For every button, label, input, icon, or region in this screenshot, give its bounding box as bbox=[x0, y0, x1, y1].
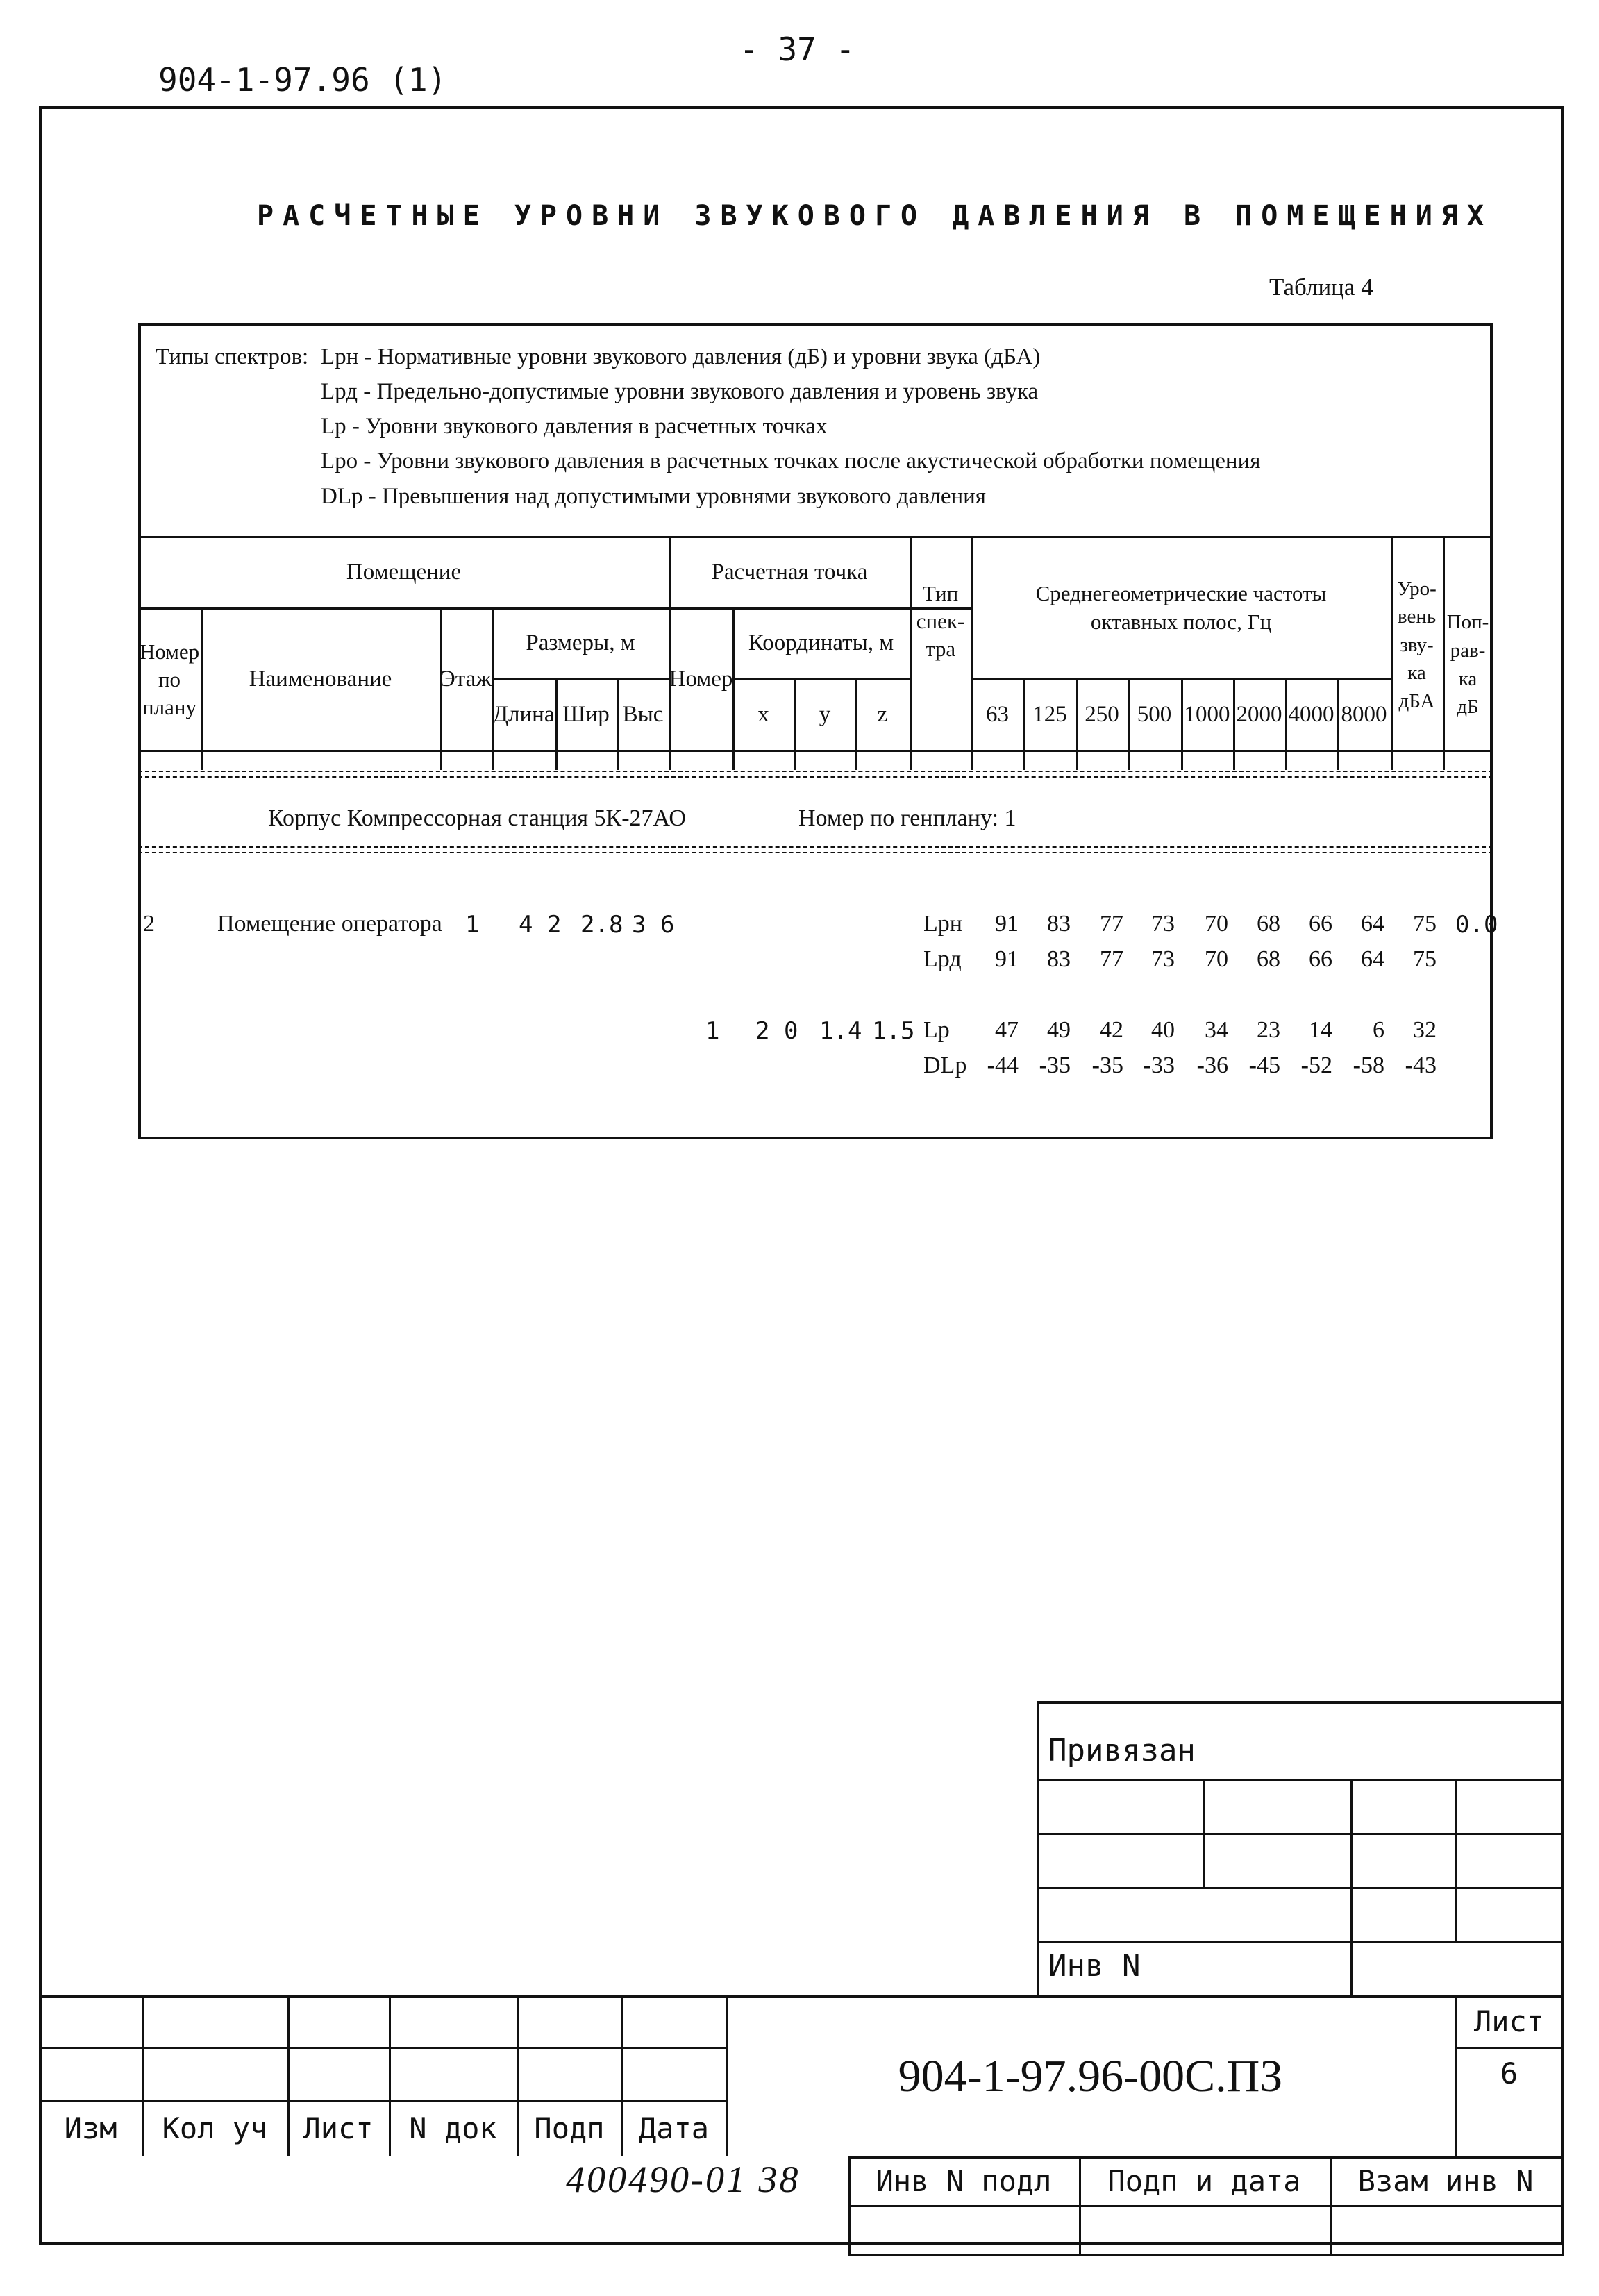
legend-item: Lр - Уровни звукового давления в расчетных точках bbox=[321, 414, 828, 439]
room-correction: 0.0 bbox=[1455, 911, 1498, 939]
stamp-line bbox=[848, 2205, 1564, 2207]
point-no: 1 bbox=[705, 1017, 720, 1045]
spectrum-value: 77 bbox=[1100, 911, 1123, 937]
stamp-col-kol: Кол уч bbox=[162, 2111, 268, 2145]
spectrum-value: 66 bbox=[1309, 911, 1332, 937]
col-y: y bbox=[819, 701, 831, 727]
col-correction: Поп- рав- ка дБ bbox=[1446, 611, 1489, 719]
spectrum-value: 47 bbox=[995, 1017, 1019, 1043]
spectrum-value: 34 bbox=[1205, 1017, 1228, 1043]
spectrum-level: -43 bbox=[1405, 1053, 1437, 1078]
col-octave: Среднегеометрические частоты октавных полос, Гц bbox=[1035, 581, 1327, 634]
col-width: Шир bbox=[562, 701, 610, 727]
stamp-col-izm: Изм bbox=[64, 2111, 117, 2145]
spectrum-value: 83 bbox=[1047, 946, 1071, 972]
stamp-line bbox=[1037, 1779, 1564, 1781]
col-freq-63: 63 bbox=[986, 701, 1009, 727]
spectrum-value: 73 bbox=[1151, 946, 1175, 972]
header-bottom-line bbox=[138, 750, 1493, 752]
separator bbox=[138, 846, 1493, 853]
spectrum-value: 14 bbox=[1309, 1017, 1332, 1043]
stamp-line bbox=[1350, 1779, 1353, 1995]
spectrum-value: 49 bbox=[1047, 1017, 1071, 1043]
spectrum-value: 64 bbox=[1361, 946, 1384, 972]
spectrum-value: 66 bbox=[1309, 946, 1332, 972]
room-name: Помещение оператора bbox=[217, 911, 442, 937]
spectrum-type: Lрд bbox=[923, 946, 962, 972]
stamp-podp-data: Подп и дата bbox=[1107, 2163, 1301, 2198]
spectrum-value: -58 bbox=[1353, 1053, 1384, 1078]
spectrum-value: -44 bbox=[987, 1053, 1019, 1078]
spectrum-value: 83 bbox=[1047, 911, 1071, 937]
stamp-line bbox=[1037, 1887, 1564, 1889]
spectrum-type: Lр bbox=[923, 1017, 950, 1043]
col-z: z bbox=[877, 701, 888, 727]
spectrum-value: -35 bbox=[1091, 1053, 1123, 1078]
separator bbox=[138, 771, 1493, 778]
col-calc-point: Расчетная точка bbox=[711, 560, 868, 585]
spectrum-level: 75 bbox=[1413, 911, 1437, 937]
stamp-col-ndok: N док bbox=[409, 2111, 497, 2145]
col-dimensions: Размеры, м bbox=[526, 630, 635, 656]
stamp-vzam: Взам инв N bbox=[1357, 2163, 1534, 2198]
table-label: Таблица 4 bbox=[1269, 274, 1373, 301]
point-y: 1.4 bbox=[819, 1017, 862, 1045]
stamp-line bbox=[1037, 1701, 1564, 1704]
page-number: - 37 - bbox=[739, 31, 855, 68]
col-length: Длина bbox=[492, 701, 555, 727]
room-length: 4 2 bbox=[519, 911, 562, 939]
stamp-line bbox=[848, 2254, 1564, 2256]
privyazan-label: Привязан bbox=[1048, 1733, 1196, 1768]
col-sound-level: Уро- вень зву- ка дБА bbox=[1397, 577, 1437, 712]
spectrum-value: 42 bbox=[1100, 1017, 1123, 1043]
spectrum-value: -36 bbox=[1196, 1053, 1228, 1078]
room-floor: 1 bbox=[465, 911, 480, 939]
spectrum-value: 91 bbox=[995, 946, 1019, 972]
stamp-line bbox=[1203, 1779, 1205, 1887]
spectrum-value: 70 bbox=[1205, 911, 1228, 937]
spectrum-value: -35 bbox=[1039, 1053, 1071, 1078]
point-x: 2 0 bbox=[755, 1017, 798, 1045]
point-z: 1.5 bbox=[872, 1017, 915, 1045]
stamp-line bbox=[1037, 1701, 1039, 1996]
spectrum-value: 70 bbox=[1205, 946, 1228, 972]
stamp-col-list: Лист bbox=[303, 2111, 374, 2145]
stamp-line bbox=[1455, 1779, 1457, 1941]
spectrum-type: Lрн bbox=[923, 911, 962, 937]
col-freq-125: 125 bbox=[1032, 701, 1067, 727]
spectrum-value: 6 bbox=[1373, 1017, 1384, 1043]
spectrum-value: 23 bbox=[1257, 1017, 1280, 1043]
spectrum-level: 75 bbox=[1413, 946, 1437, 972]
col-freq-1000: 1000 bbox=[1184, 701, 1230, 727]
col-freq-500: 500 bbox=[1137, 701, 1172, 727]
col-plan-no: Номер по плану bbox=[139, 639, 200, 720]
legend-intro: Типы спектров: bbox=[156, 344, 309, 369]
col-height: Выс bbox=[622, 701, 664, 727]
room-plan-no: 2 bbox=[143, 911, 155, 937]
legend-item: Lрд - Предельно-допустимые уровни звукового давления и уровень звука bbox=[321, 379, 1039, 404]
legend-item: DLр - Превышения над допустимыми уровнями звукового давления bbox=[321, 484, 986, 509]
stamp-line bbox=[1037, 1833, 1564, 1835]
stamp-line bbox=[1037, 1941, 1564, 1943]
genplan-number: Номер по генплану: 1 bbox=[798, 805, 1016, 831]
legend-item: Lрн - Нормативные уровни звукового давления (дБ) и уровни звука (дБА) bbox=[321, 344, 1041, 369]
col-point-no: Номер bbox=[669, 667, 733, 692]
spectrum-value: 91 bbox=[995, 911, 1019, 937]
stamp-inv-podl: Инв N подл bbox=[876, 2163, 1052, 2198]
col-coords: Координаты, м bbox=[748, 630, 894, 656]
col-freq-250: 250 bbox=[1085, 701, 1119, 727]
spectrum-value: 64 bbox=[1361, 911, 1384, 937]
col-spectrum: Тип спек- тра bbox=[916, 580, 965, 662]
spectrum-type: DLр bbox=[923, 1053, 967, 1078]
page-title: РАСЧЕТНЫЕ УРОВНИ ЗВУКОВОГО ДАВЛЕНИЯ В ПОМЕЩЕНИЯХ bbox=[257, 200, 1493, 232]
document-code: 904-1-97.96 (1) bbox=[158, 61, 447, 99]
spectrum-value: 68 bbox=[1257, 911, 1280, 937]
handwritten-inventory-number: 400490-01 38 bbox=[566, 2159, 801, 2200]
room-height: 3 6 bbox=[632, 911, 675, 939]
building-label: Корпус Компрессорная станция 5К-27АО bbox=[268, 805, 686, 831]
sheet-label: Лист bbox=[1473, 2004, 1545, 2038]
col-x: x bbox=[757, 701, 769, 727]
stamp-col-data: Дата bbox=[638, 2111, 710, 2145]
room-width: 2.8 bbox=[580, 911, 623, 939]
col-freq-4000: 4000 bbox=[1288, 701, 1334, 727]
col-room: Помещение bbox=[346, 560, 462, 585]
sheet-number: 6 bbox=[1500, 2056, 1518, 2090]
spectrum-value: 68 bbox=[1257, 946, 1280, 972]
col-freq-8000: 8000 bbox=[1341, 701, 1387, 727]
spectrum-value: 40 bbox=[1151, 1017, 1175, 1043]
spectrum-value: 73 bbox=[1151, 911, 1175, 937]
inv-no-label: Инв N bbox=[1048, 1948, 1141, 1984]
col-floor: Этаж bbox=[439, 667, 492, 692]
spectrum-value: -33 bbox=[1143, 1053, 1175, 1078]
spectrum-value: 77 bbox=[1100, 946, 1123, 972]
spectrum-level: 32 bbox=[1413, 1017, 1437, 1043]
stamp-col-podp: Подп bbox=[534, 2111, 605, 2145]
spectrum-value: -45 bbox=[1248, 1053, 1280, 1078]
legend-item: Lро - Уровни звукового давления в расчетных точках после акустической обработки помещения bbox=[321, 449, 1261, 474]
col-freq-2000: 2000 bbox=[1236, 701, 1282, 727]
spectrum-value: -52 bbox=[1300, 1053, 1332, 1078]
col-name: Наименование bbox=[249, 667, 392, 692]
document-designation: 904-1-97.96-00С.ПЗ bbox=[898, 2051, 1283, 2102]
